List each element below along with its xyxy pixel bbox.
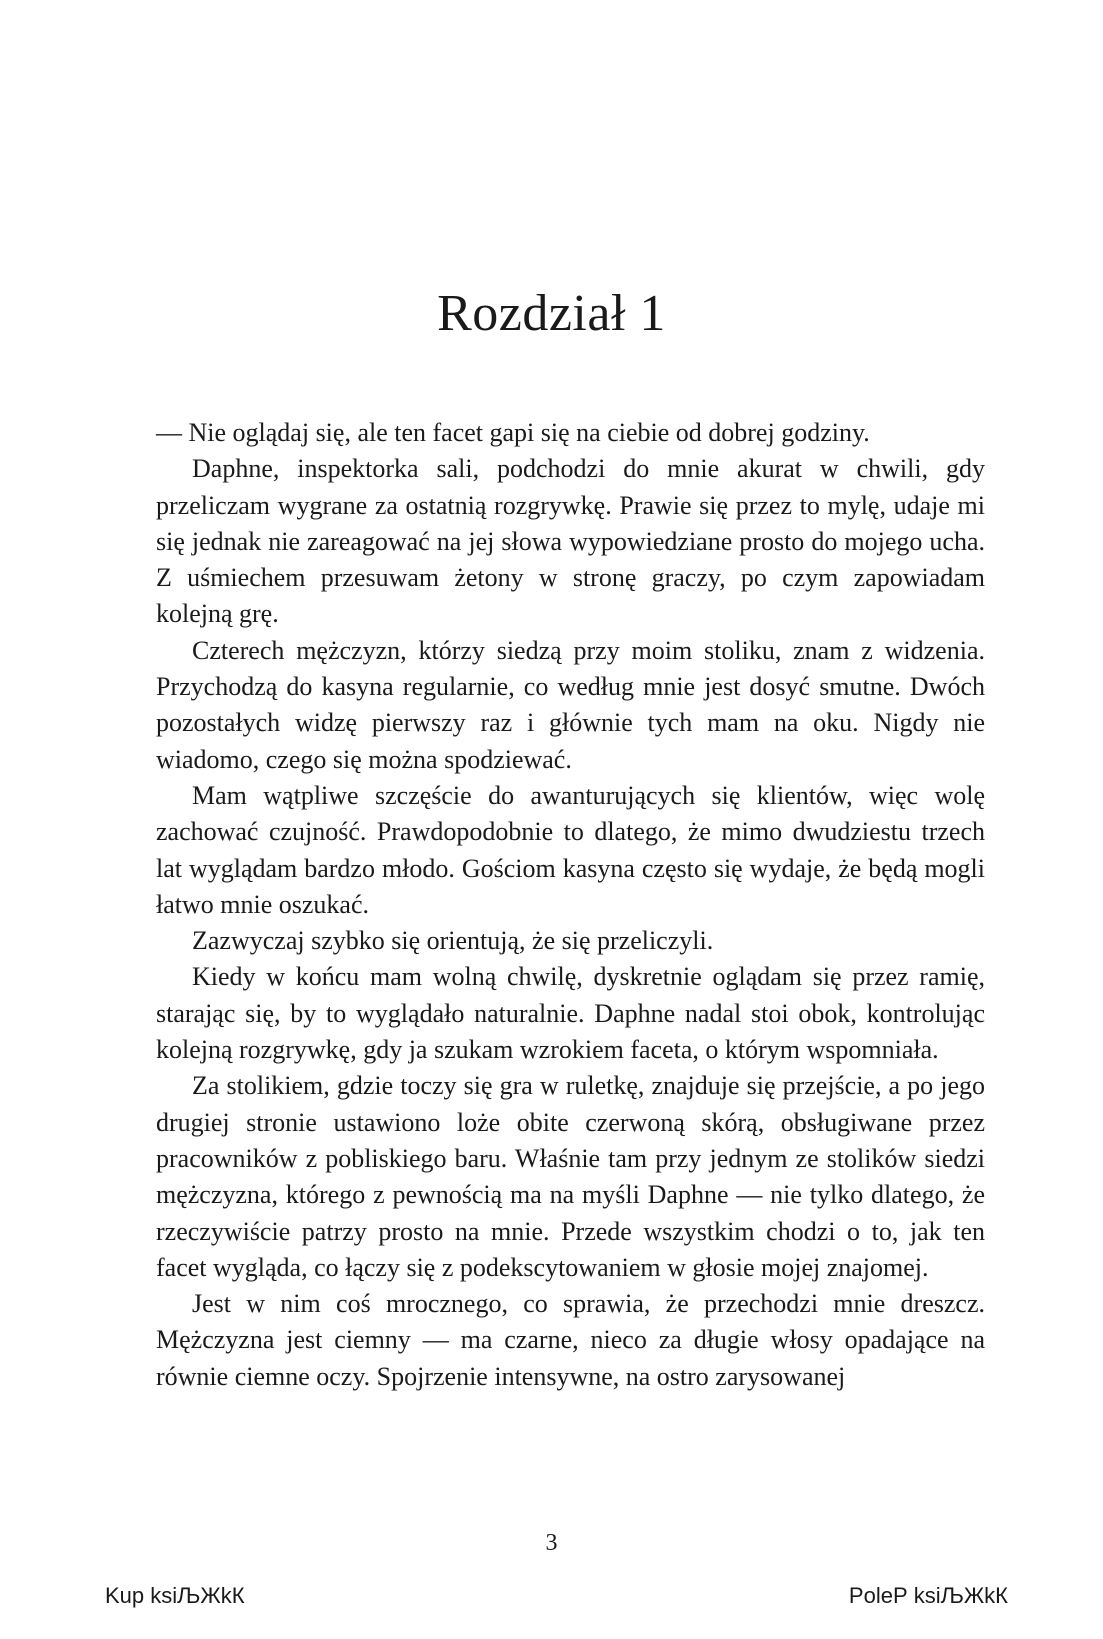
paragraph: Kiedy w końcu mam wolną chwilę, dyskretnie oglądam się przez ramię, starając się, by to wyglądało naturalnie. Daphne nadal stoi obok, kontrolując kolejną rozgrywkę, gdy ja szukam wzrokiem faceta, o którym wspomniała.: [156, 962, 985, 1065]
paragraph: Daphne, inspektorka sali, podchodzi do mnie akurat w chwili, gdy przeliczam wygrane za ostatnią rozgrywkę. Prawie się przez to mylę, udaje mi się jednak nie zareagować na jej słowa wypowiedziane prosto do mojego ucha. Z uśmiechem przesuwam żetony w stronę graczy, po czym zapowiadam kolejną grę.: [156, 454, 985, 629]
paragraph: Mam wątpliwe szczęście do awanturujących się klientów, więc wolę zachować czujność. Prawdopodobnie to dlatego, że mimo dwudziestu trzech lat wyglądam bardzo młodo. Gościom kasyna często się wydaje, że będą mogli łatwo mnie oszukać.: [156, 780, 985, 919]
paragraph: Czterech mężczyzn, którzy siedzą przy moim stoliku, znam z widzenia. Przychodzą do kasyna regularnie, co według mnie jest dosyć smutne. Dwóch pozostałych widzę pierwszy raz i głównie tych mam na oku. Nigdy nie wiadomo, czego się można spodziewać.: [156, 635, 985, 774]
paragraph: Za stolikiem, gdzie toczy się gra w ruletkę, znajduje się przejście, a po jego drugiej stronie ustawiono loże obite czerwoną skórą, obsługiwane przez pracowników z pobliskiego baru. Właśnie tam przy jednym ze stolików siedzi mężczyzna, którego z pewnością ma na myśli Daphne — nie tylko dlatego, że rzeczywiście patrzy prosto na mnie. Przede wszystkim chodzi o to, jak ten facet wygląda, co łączy się z podekscytowaniem w głosie mojej znajomej.: [156, 1071, 985, 1282]
paragraph: Zazwyczaj szybko się orientują, że się przeliczyli.: [192, 926, 714, 956]
paragraph: — Nie oglądaj się, ale ten facet gapi się na ciebie od dobrej godziny.: [156, 418, 870, 447]
buy-book-link[interactable]: Kup ksiЉЖkК: [105, 1583, 245, 1608]
page-number: 3: [545, 1530, 558, 1556]
paragraph: Jest w nim coś mrocznego, co sprawia, że przechodzi mnie dreszcz. Mężczyzna jest ciemny — ma czarne, nieco za długie włosy opadające na równie ciemne oczy. Spojrzenie intensywne, na ostro zarysowanej: [156, 1289, 985, 1391]
chapter-title: Rozdział 1: [437, 285, 666, 342]
chapter-body: [156, 415, 985, 1395]
recommend-book-link[interactable]: PoleР ksiЉЖkК: [848, 1583, 1008, 1608]
